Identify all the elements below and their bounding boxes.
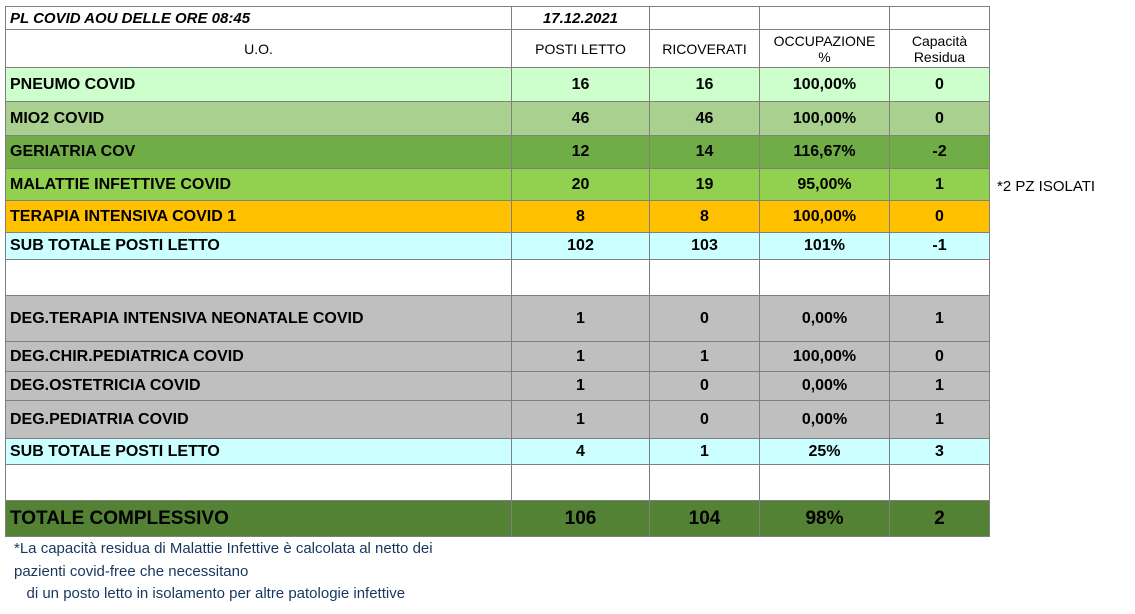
unit-name: MALATTIE INFETTIVE COVID <box>6 169 512 201</box>
spacer-row <box>6 260 990 296</box>
table-row <box>6 201 990 233</box>
table-row <box>6 372 990 401</box>
beds-value: 1 <box>512 342 650 372</box>
beds-value: 1 <box>512 401 650 439</box>
unit-name: MIO2 COVID <box>6 102 512 136</box>
admitted-value: 0 <box>650 401 760 439</box>
table-row <box>6 342 990 372</box>
occupancy-value: 100,00% <box>760 68 890 102</box>
occupancy-value: 95,00% <box>760 169 890 201</box>
col-header-capacity-line2: Residua <box>913 48 966 65</box>
admitted-value: 46 <box>650 102 760 136</box>
empty-cell <box>650 465 760 501</box>
admitted-value: 14 <box>650 136 760 169</box>
col-header-capacity <box>890 30 990 68</box>
subtotal-label: SUB TOTALE POSTI LETTO <box>6 439 512 465</box>
unit-name: DEG.PEDIATRIA COVID <box>6 401 512 439</box>
empty-cell <box>760 7 890 30</box>
report-date: 17.12.2021 <box>512 7 650 30</box>
admitted-value: 0 <box>650 372 760 401</box>
admitted-value: 0 <box>650 296 760 342</box>
unit-name: PNEUMO COVID <box>6 68 512 102</box>
unit-name: DEG.OSTETRICIA COVID <box>6 372 512 401</box>
subtotal-row <box>6 439 990 465</box>
report-title: PL COVID AOU DELLE ORE 08:45 <box>6 7 512 30</box>
empty-cell <box>890 260 990 296</box>
capacity-value: 1 <box>890 169 990 201</box>
col-header-occupancy-line1: OCCUPAZIONE <box>773 32 876 49</box>
title-row <box>6 7 990 30</box>
footnote-line: pazienti covid-free che necessitano <box>14 563 249 580</box>
admitted-value: 8 <box>650 201 760 233</box>
empty-cell <box>650 7 760 30</box>
admitted-value: 16 <box>650 68 760 102</box>
capacity-value: 3 <box>890 439 990 465</box>
beds-value: 1 <box>512 372 650 401</box>
beds-value: 8 <box>512 201 650 233</box>
footnote-line: *La capacità residua di Malattie Infettive è calcolata al netto dei <box>14 540 433 557</box>
empty-cell <box>6 465 512 501</box>
unit-name: DEG.CHIR.PEDIATRICA COVID <box>6 342 512 372</box>
beds-value: 4 <box>512 439 650 465</box>
capacity-value: 2 <box>890 501 990 537</box>
occupancy-value: 100,00% <box>760 201 890 233</box>
occupancy-value: 25% <box>760 439 890 465</box>
capacity-value: -1 <box>890 233 990 260</box>
capacity-value: 1 <box>890 401 990 439</box>
occupancy-value: 116,67% <box>760 136 890 169</box>
grand-total-label: TOTALE COMPLESSIVO <box>6 501 512 537</box>
grand-total-row <box>6 501 990 537</box>
beds-value: 1 <box>512 296 650 342</box>
occupancy-value: 100,00% <box>760 342 890 372</box>
admitted-value: 104 <box>650 501 760 537</box>
col-header-capacity-line1: Capacità <box>911 32 968 49</box>
occupancy-value: 100,00% <box>760 102 890 136</box>
empty-cell <box>6 260 512 296</box>
capacity-value: -2 <box>890 136 990 169</box>
spacer-row <box>6 465 990 501</box>
table-row <box>6 296 990 342</box>
table-row <box>6 401 990 439</box>
isolation-note: *2 PZ ISOLATI <box>997 178 1096 195</box>
col-header-unit: U.O. <box>6 30 512 68</box>
header-row <box>6 30 990 68</box>
beds-value: 12 <box>512 136 650 169</box>
empty-cell <box>890 465 990 501</box>
empty-cell <box>890 7 990 30</box>
table-row <box>6 169 990 201</box>
beds-value: 20 <box>512 169 650 201</box>
subtotal-label: SUB TOTALE POSTI LETTO <box>6 233 512 260</box>
empty-cell <box>512 465 650 501</box>
admitted-value: 1 <box>650 342 760 372</box>
table-row <box>6 136 990 169</box>
beds-value: 46 <box>512 102 650 136</box>
admitted-value: 1 <box>650 439 760 465</box>
table-row <box>6 68 990 102</box>
footnote-line: di un posto letto in isolamento per altre patologie infettive <box>14 585 406 602</box>
beds-value: 102 <box>512 233 650 260</box>
beds-value: 16 <box>512 68 650 102</box>
occupancy-value: 98% <box>760 501 890 537</box>
col-header-beds: POSTI LETTO <box>512 30 650 68</box>
beds-value: 106 <box>512 501 650 537</box>
admitted-value: 19 <box>650 169 760 201</box>
occupancy-value: 0,00% <box>760 296 890 342</box>
capacity-value: 0 <box>890 342 990 372</box>
empty-cell <box>760 465 890 501</box>
col-header-occupancy <box>760 30 890 68</box>
capacity-value: 0 <box>890 201 990 233</box>
empty-cell <box>512 260 650 296</box>
capacity-value: 1 <box>890 372 990 401</box>
col-header-admitted: RICOVERATI <box>650 30 760 68</box>
admitted-value: 103 <box>650 233 760 260</box>
subtotal-row <box>6 233 990 260</box>
occupancy-value: 101% <box>760 233 890 260</box>
unit-name: DEG.TERAPIA INTENSIVA NEONATALE COVID <box>6 296 512 342</box>
bed-occupancy-table <box>5 6 990 537</box>
empty-cell <box>650 260 760 296</box>
capacity-value: 0 <box>890 102 990 136</box>
empty-cell <box>760 260 890 296</box>
col-header-occupancy-line2: % <box>818 48 831 65</box>
unit-name: GERIATRIA COV <box>6 136 512 169</box>
unit-name: TERAPIA INTENSIVA COVID 1 <box>6 201 512 233</box>
occupancy-value: 0,00% <box>760 401 890 439</box>
table-row <box>6 102 990 136</box>
capacity-value: 1 <box>890 296 990 342</box>
occupancy-value: 0,00% <box>760 372 890 401</box>
capacity-value: 0 <box>890 68 990 102</box>
